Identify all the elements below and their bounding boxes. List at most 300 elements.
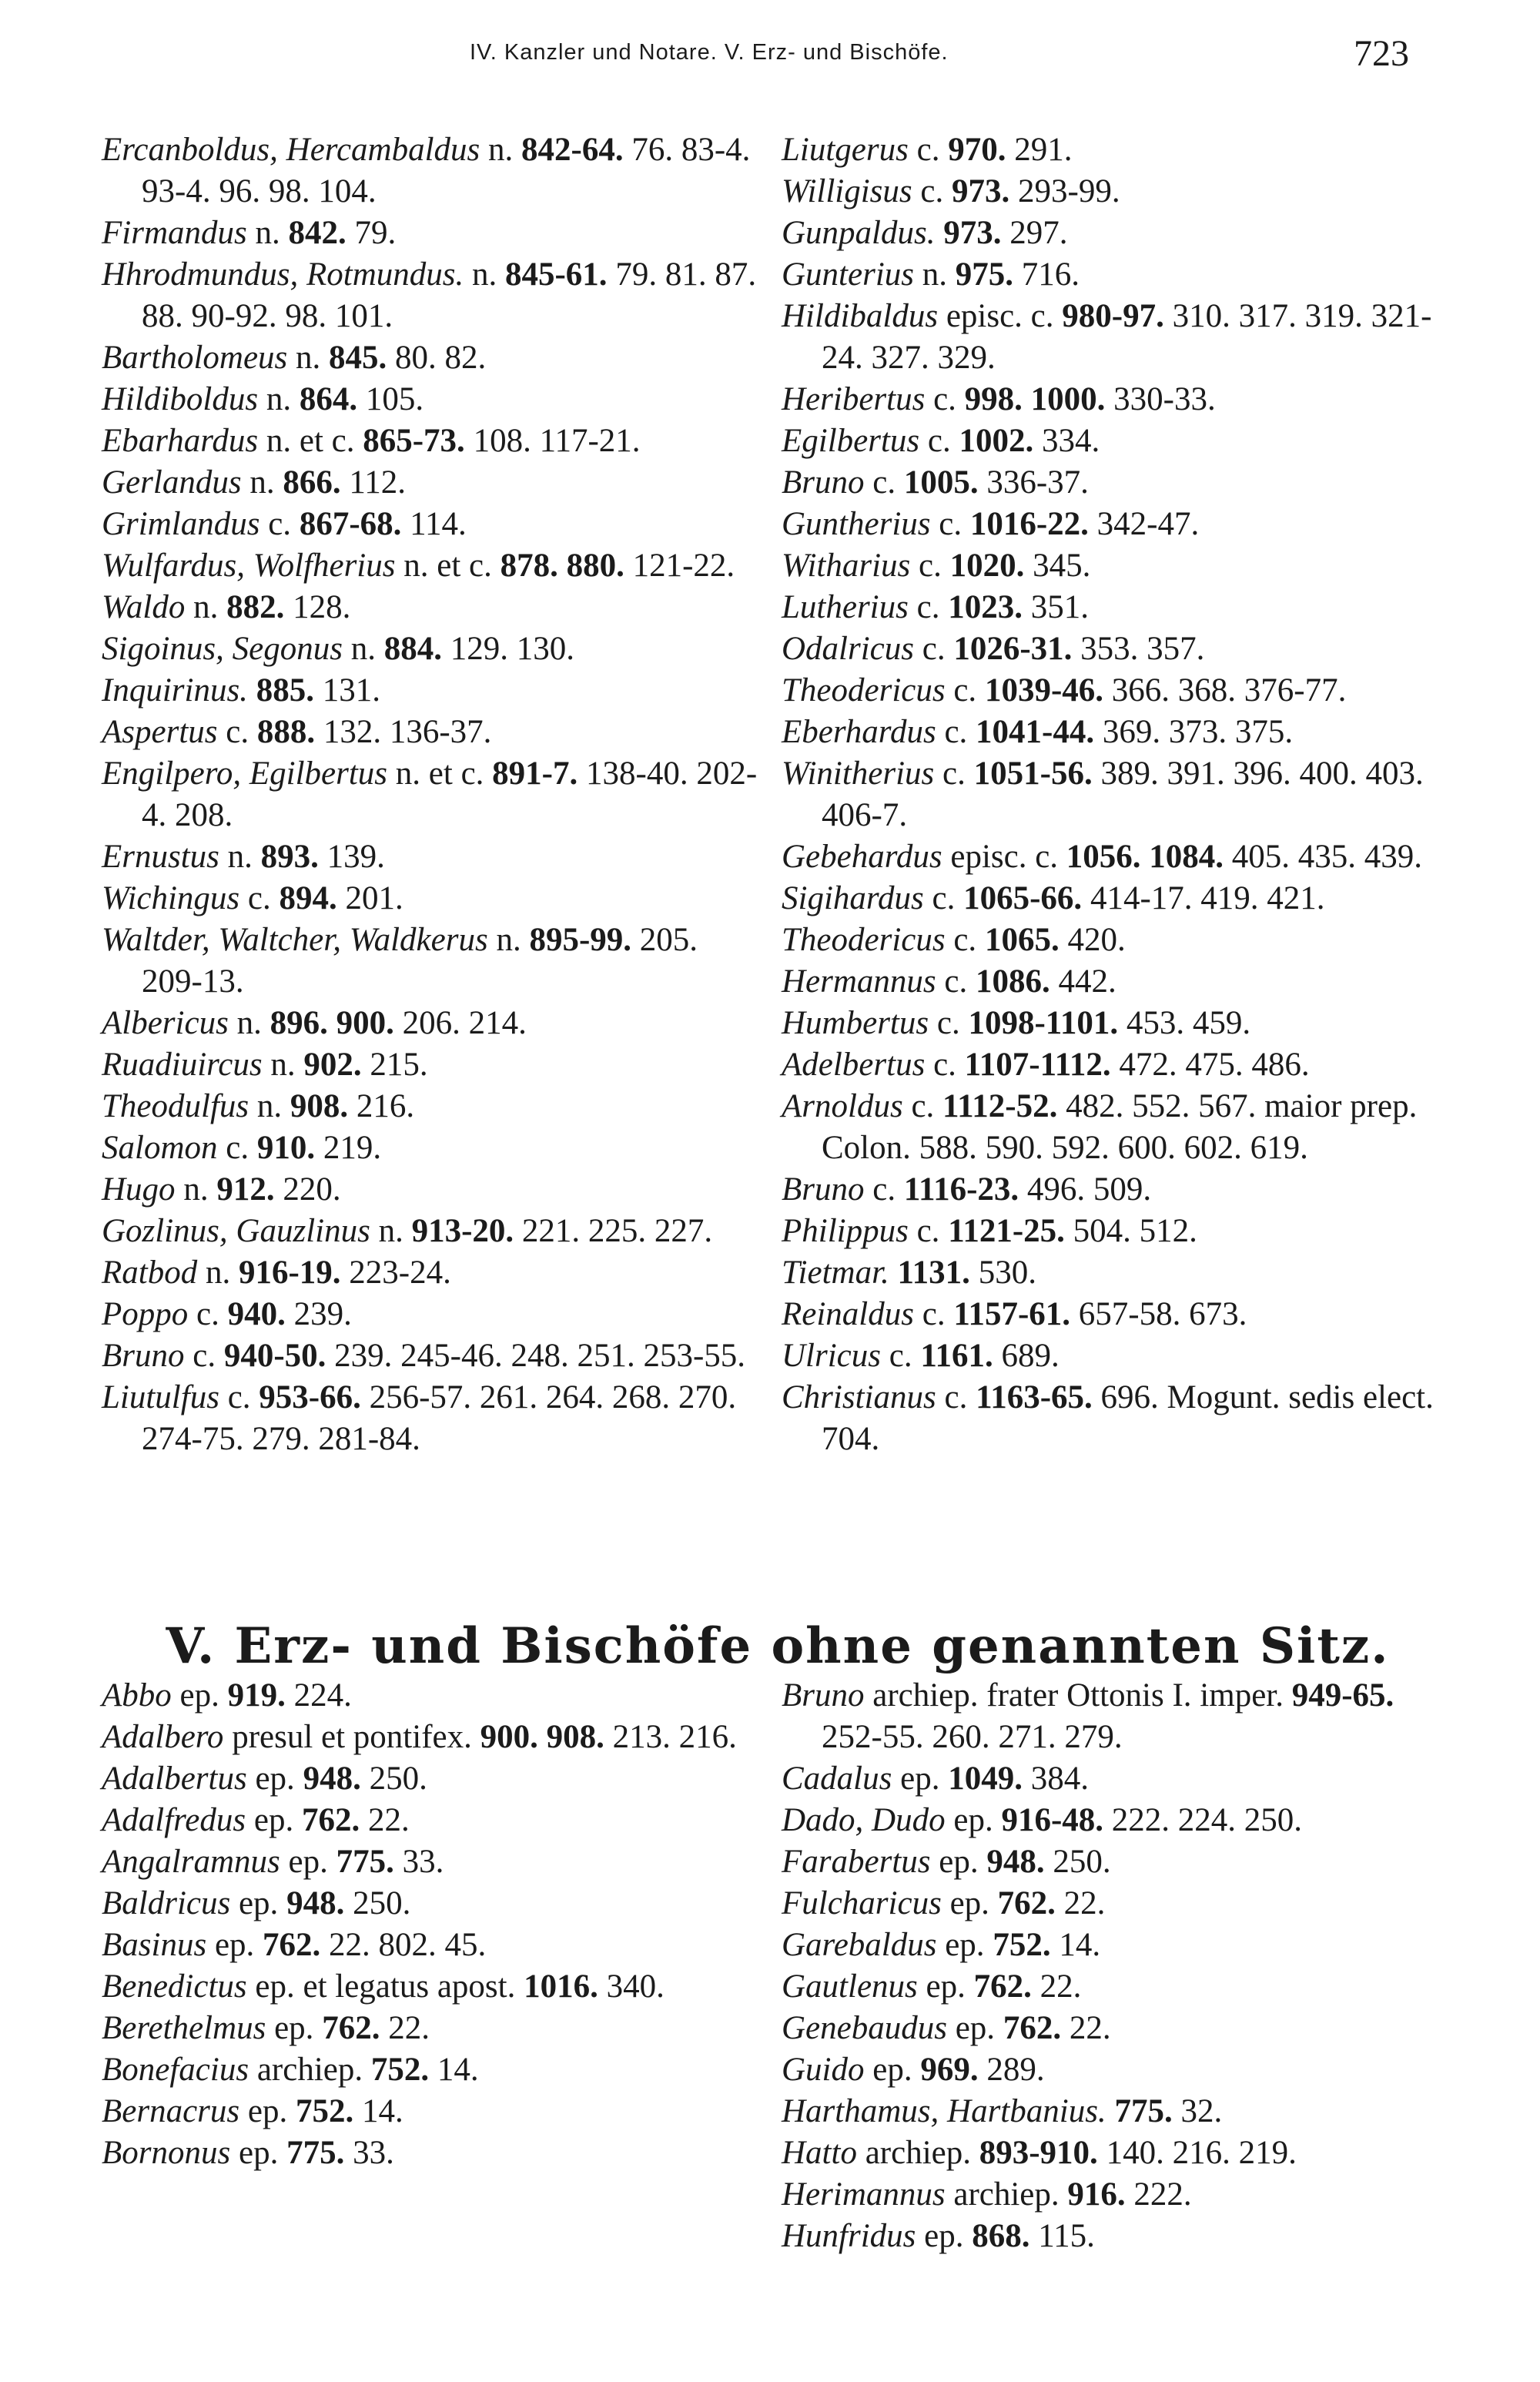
entry-name: Guntherius [782,506,931,542]
entry-name: Liutgerus [782,132,909,168]
entry-references: 696. Mogunt. sedis elect. 704. [822,1379,1434,1457]
index-entry [102,628,764,670]
entry-name: Tietmar. [782,1255,889,1291]
entry-references: 205. 209-13. [142,922,698,1000]
entry-references: 351. [1030,589,1089,625]
entry-name: Dado, Dudo [782,1802,946,1838]
entry-bold-reference: 1049. [948,1761,1023,1797]
entry-name: Ercanboldus, Hercambaldus [102,132,480,168]
entry-bold-reference: 910. [256,1130,316,1166]
index-entry [782,2049,1459,2091]
entry-name: Aspertus [102,714,218,750]
entry-bold-reference: 1016. [524,1968,598,2005]
entry-bold-reference: 762. [997,1885,1056,1921]
entry-name: Theodulfus [102,1088,249,1124]
index-entry [782,961,1459,1003]
entry-bold-reference: 894. [279,880,337,916]
index-entry [102,1925,764,1966]
entry-name: Wichingus [102,880,240,916]
entry-abbreviation: n. [255,215,280,251]
entry-name: Hunfridus [782,2218,916,2254]
entry-abbreviation: c. [227,1379,251,1415]
entry-references: 33. [402,1844,444,1880]
entry-bold-reference: 775. [336,1844,394,1880]
entry-bold-reference: 1005. [903,464,979,501]
entry-references: 256-57. 261. 264. 268. 270. 274-75. 279. 281-84. [142,1379,737,1457]
entry-abbreviation: ep. [238,2135,279,2171]
entry-bold-reference: 916-48. [1001,1802,1104,1838]
index-column-top-left [102,129,764,1460]
entry-name: Ernustus [102,839,219,875]
entry-name: Sigihardus [782,880,924,916]
entry-references: 215. [370,1047,428,1083]
entry-bold-reference: 867-68. [299,506,402,542]
index-entry [102,1294,764,1335]
entry-abbreviation: c. [942,755,966,792]
entry-bold-reference: 998. 1000. [964,381,1106,417]
entry-name: Hildibaldus [782,298,939,334]
entry-abbreviation: c. [872,1171,896,1208]
index-entry [782,462,1459,504]
entry-bold-reference: 845. [329,340,387,376]
entry-references: 336-37. [986,464,1089,501]
entry-name: Bernacrus [102,2093,240,2129]
entry-abbreviation: n. [296,340,321,376]
index-entry [102,1211,764,1252]
entry-abbreviation: ep. [238,1885,279,1921]
entry-abbreviation: n. [378,1213,403,1249]
entry-bold-reference: 775. [1114,2093,1173,2129]
index-entry [102,1841,764,1883]
entry-bold-reference: 888. [256,714,316,750]
entry-bold-reference: 948. [286,1885,345,1921]
index-entry [782,878,1459,920]
page-number: 723 [1354,33,1409,74]
page-header [0,32,1540,79]
entry-abbreviation: n. [236,1005,262,1041]
entry-abbreviation: ep. [926,1968,966,2005]
index-entry [782,712,1459,753]
index-column-bottom-left [102,1675,764,2174]
entry-references: 219. [323,1130,382,1166]
index-entry [782,379,1459,420]
entry-abbreviation: ep. [939,1844,979,1880]
entry-bold-reference: 1051-56. [973,755,1093,792]
entry-abbreviation: n. [270,1047,296,1083]
index-entry [102,1758,764,1800]
entry-name: Firmandus [102,215,247,251]
entry-name: Adalbero [102,1719,224,1755]
entry-abbreviation: n. [227,839,253,875]
entry-bold-reference: 1121-25. [948,1213,1065,1249]
entry-name: Willigisus [782,173,912,209]
entry-references: 14. [1059,1927,1101,1963]
index-entry [102,379,764,420]
entry-name: Hugo [102,1171,176,1208]
entry-references: 369. 373. 375. [1102,714,1294,750]
index-column-bottom-right [782,1675,1459,2257]
index-entry [102,2132,764,2174]
entry-references: 139. [326,839,385,875]
section-heading: V. Erz- und Bischöfe ohne genannten Sitz. [166,1617,1390,1675]
entry-abbreviation: n. [205,1255,231,1291]
entry-name: Reinaldus [782,1296,914,1332]
entry-name: Winitherius [782,755,935,792]
entry-name: Adalfredus [102,1802,246,1838]
index-entry [102,337,764,379]
entry-name: Egilbertus [782,423,920,459]
index-entry [102,504,764,545]
entry-references: 293-99. [1018,173,1120,209]
entry-bold-reference: 1107-1112. [964,1047,1111,1083]
entry-bold-reference: 1065-66. [963,880,1083,916]
entry-bold-reference: 884. [383,631,442,667]
entry-bold-reference: 762. [301,1802,360,1838]
entry-bold-reference: 1163-65. [976,1379,1093,1415]
entry-bold-reference: 973. [952,173,1010,209]
entry-name: Waldo [102,589,186,625]
entry-references: 420. [1067,922,1126,958]
entry-bold-reference: 845-61. [504,256,608,293]
entry-abbreviation: n. [266,381,292,417]
index-entry [102,420,764,462]
entry-references: 389. 391. 396. 400. 403. 406-7. [822,755,1424,833]
index-entry [782,2091,1459,2132]
entry-references: 22. 802. 45. [329,1927,487,1963]
index-entry [782,296,1459,379]
entry-abbreviation: n. [496,922,521,958]
entry-bold-reference: 842. [288,215,346,251]
index-entry [782,2008,1459,2049]
entry-bold-reference: 973. [943,215,1002,251]
entry-references: 222. 224. 250. [1111,1802,1303,1838]
entry-abbreviation: ep. [288,1844,328,1880]
index-entry [102,1086,764,1127]
index-entry [782,213,1459,254]
entry-name: Herimannus [782,2176,946,2213]
entry-bold-reference: 868. [972,2218,1030,2254]
entry-name: Adelbertus [782,1047,926,1083]
entry-bold-reference: 1112-52. [942,1088,1058,1124]
entry-name: Bartholomeus [102,340,288,376]
index-entry [782,1883,1459,1925]
entry-abbreviation: ep. [945,1927,985,1963]
entry-abbreviation: archiep. [953,2176,1060,2213]
index-entry [782,1211,1459,1252]
entry-name: Gunterius [782,256,914,293]
entry-bold-reference: 1056. 1084. [1066,839,1224,875]
entry-abbreviation: c. [919,548,942,584]
entry-references: 530. [978,1255,1036,1291]
entry-bold-reference: 1131. [897,1255,970,1291]
index-entry [102,1169,764,1211]
entry-name: Harthamus, Hartbanius. [782,2093,1106,2129]
entry-bold-reference: 885. [256,672,314,709]
entry-references: 22. [1040,1968,1082,2005]
entry-references: 496. 509. [1026,1171,1152,1208]
entry-name: Hatto [782,2135,857,2171]
entry-name: Bornonus [102,2135,231,2171]
entry-name: Theodericus [782,922,946,958]
entry-name: Gozlinus, Gauzlinus [102,1213,370,1249]
entry-references: 239. 245-46. 248. 251. 253-55. [334,1338,746,1374]
entry-abbreviation: ep. [255,1761,295,1797]
entry-abbreviation: c. [932,880,956,916]
entry-bold-reference: 1157-61. [953,1296,1071,1332]
entry-bold-reference: 891-7. [492,755,578,792]
entry-abbreviation: ep. [179,1677,219,1714]
entry-references: 33. [353,2135,394,2171]
entry-references: 250. [1053,1844,1111,1880]
index-column-top-right [782,129,1459,1460]
entry-name: Gautlenus [782,1968,918,2005]
index-entry [782,753,1459,836]
index-entry [782,1675,1459,1758]
index-entry [102,462,764,504]
entry-bold-reference: 916. [1067,2176,1126,2213]
entry-abbreviation: ep. [955,2010,996,2046]
entry-bold-reference: 865-73. [363,423,465,459]
index-entry [782,2216,1459,2257]
index-entry [102,753,764,836]
entry-bold-reference: 896. 900. [270,1005,394,1041]
index-entry [782,504,1459,545]
entry-abbreviation: c. [944,963,968,1000]
entry-references: 250. [353,1885,411,1921]
index-entry [782,254,1459,296]
index-entry [782,1335,1459,1377]
entry-name: Bruno [782,1677,865,1714]
entry-abbreviation: episc. c. [950,839,1059,875]
entry-references: 384. [1030,1761,1089,1797]
entry-references: 32. [1180,2093,1223,2129]
entry-bold-reference: 1039-46. [984,672,1104,709]
entry-name: Abbo [102,1677,172,1714]
entry-references: 80. 82. [395,340,487,376]
index-entry [102,587,764,628]
entry-bold-reference: 940. [227,1296,286,1332]
entry-abbreviation: ep. [214,1927,255,1963]
index-entry [102,2049,764,2091]
index-entry [782,1044,1459,1086]
index-entry [102,129,764,213]
entry-name: Berethelmus [102,2010,266,2046]
entry-bold-reference: 953-66. [259,1379,361,1415]
entry-name: Genebaudus [782,2010,947,2046]
entry-abbreviation: n. [256,1088,283,1124]
entry-name: Bonefacius [102,2052,249,2088]
index-entry [102,712,764,753]
entry-abbreviation: n. et c. [266,423,355,459]
entry-references: 22. [1069,2010,1111,2046]
entry-references: 657-58. 673. [1078,1296,1247,1332]
index-entry [782,1800,1459,1841]
entry-bold-reference: 908. [290,1088,349,1124]
entry-abbreviation: ep. [900,1761,940,1797]
index-entry [102,670,764,712]
entry-name: Ebarhardus [102,423,259,459]
entry-bold-reference: 916-19. [238,1255,341,1291]
running-head: IV. Kanzler und Notare. V. Erz- und Bischöfe. [470,40,949,65]
entry-references: 105. [365,381,424,417]
entry-bold-reference: 1020. [949,548,1025,584]
entry-name: Grimlandus [102,506,260,542]
entry-references: 342-47. [1096,506,1200,542]
entry-name: Bruno [782,1171,865,1208]
entry-name: Garebaldus [782,1927,937,1963]
entry-name: Philippus [782,1213,909,1249]
index-entry [782,2174,1459,2216]
entry-bold-reference: 762. [973,1968,1032,2005]
index-entry [782,1169,1459,1211]
index-entry [782,1966,1459,2008]
entry-bold-reference: 893-910. [979,2135,1098,2171]
entry-references: 206. 214. [402,1005,527,1041]
entry-name: Baldricus [102,1885,231,1921]
entry-name: Adalbertus [102,1761,247,1797]
entry-references: 112. [349,464,406,501]
entry-references: 291. [1014,132,1073,168]
entry-bold-reference: 900. 908. [480,1719,604,1755]
index-entry [782,920,1459,961]
entry-abbreviation: archiep. frater Ottonis I. imper. [872,1677,1284,1714]
entry-bold-reference: 1002. [959,423,1034,459]
index-entry [102,920,764,1003]
entry-references: 138-40. 202-4. 208. [142,755,758,833]
index-entry [782,420,1459,462]
entry-bold-reference: 752. [370,2052,430,2088]
entry-name: Benedictus [102,1968,247,2005]
index-entry [102,1252,764,1294]
entry-references: 289. [986,2052,1045,2088]
index-entry [102,2008,764,2049]
entry-references: 79. [354,215,397,251]
index-entry [102,545,764,587]
entry-bold-reference: 1086. [976,963,1050,1000]
index-entry [102,1044,764,1086]
entry-name: Ulricus [782,1338,881,1374]
entry-abbreviation: ep. [949,1885,989,1921]
entry-references: 405. 435. 439. [1231,839,1423,875]
entry-references: 14. [361,2093,403,2129]
index-entry [782,1086,1459,1169]
entry-abbreviation: c. [922,631,946,667]
entry-abbreviation: c. [226,714,249,750]
entry-bold-reference: 949-65. [1291,1677,1394,1714]
entry-bold-reference: 970. [948,132,1006,168]
entry-name: Hhrodmundus, Rotmundus. [102,256,464,293]
entry-abbreviation: c. [247,880,271,916]
entry-references: 334. [1042,423,1100,459]
entry-name: Lutherius [782,589,909,625]
entry-references: 504. 512. [1073,1213,1197,1249]
entry-references: 76. 83-4. 93-4. 96. 98. 104. [142,132,751,209]
entry-abbreviation: c. [916,1213,940,1249]
entry-references: 716. [1021,256,1080,293]
entry-bold-reference: 1116-23. [903,1171,1019,1208]
entry-name: Odalricus [782,631,914,667]
entry-bold-reference: 878. 880. [500,548,624,584]
entry-references: 689. [1001,1338,1060,1374]
entry-name: Witharius [782,548,911,584]
entry-abbreviation: c. [944,1379,968,1415]
entry-abbreviation: c. [911,1088,935,1124]
entry-name: Bruno [102,1338,185,1374]
entry-bold-reference: 1161. [920,1338,993,1374]
entry-name: Angalramnus [102,1844,280,1880]
index-entry [782,628,1459,670]
entry-references: 297. [1009,215,1068,251]
index-entry [782,1252,1459,1294]
entry-bold-reference: 1016-22. [969,506,1089,542]
entry-references: 128. [293,589,351,625]
entry-name: Basinus [102,1927,207,1963]
entry-bold-reference: 919. [227,1677,286,1714]
index-entry [782,171,1459,213]
entry-name: Sigoinus, Segonus [102,631,343,667]
entry-references: 213. 216. [612,1719,737,1755]
entry-abbreviation: c. [939,506,962,542]
entry-references: 140. 216. 219. [1106,2135,1297,2171]
entry-references: 340. [606,1968,665,2005]
entry-bold-reference: 893. [260,839,319,875]
index-entry [102,2091,764,2132]
index-entry [102,1883,764,1925]
entry-abbreviation: n. [350,631,376,667]
entry-bold-reference: 980-97. [1062,298,1164,334]
entry-abbreviation: c. [916,132,940,168]
index-entry [782,129,1459,171]
entry-name: Heribertus [782,381,926,417]
entry-bold-reference: 1065. [984,922,1060,958]
entry-abbreviation: c. [944,714,968,750]
index-entry [102,1335,764,1377]
entry-bold-reference: 902. [303,1047,362,1083]
entry-bold-reference: 913-20. [411,1213,514,1249]
entry-name: Waltder, Waltcher, Waldkerus [102,922,488,958]
entry-references: 330-33. [1113,381,1216,417]
entry-abbreviation: c. [936,1005,960,1041]
index-entry [102,836,764,878]
index-entry [782,587,1459,628]
entry-name: Liutulfus [102,1379,219,1415]
entry-bold-reference: 762. [322,2010,380,2046]
index-entry [782,670,1459,712]
index-entry [102,254,764,337]
entry-bold-reference: 775. [286,2135,345,2171]
entry-abbreviation: n. [922,256,947,293]
entry-abbreviation: n. [193,589,219,625]
index-entry [102,1127,764,1169]
index-entry [782,1925,1459,1966]
entry-name: Hermannus [782,963,936,1000]
entry-abbreviation: c. [953,922,977,958]
entry-references: 224. [293,1677,352,1714]
index-entry [102,1717,764,1758]
entry-bold-reference: 969. [920,2052,979,2088]
index-entry [782,836,1459,878]
entry-name: Salomon [102,1130,218,1166]
entry-references: 310. 317. 319. 321-24. 327. 329. [822,298,1432,376]
entry-abbreviation: episc. c. [946,298,1054,334]
entry-bold-reference: 842-64. [521,132,624,168]
index-entry [102,1966,764,2008]
entry-references: 442. [1058,963,1116,1000]
entry-name: Wulfardus, Wolfherius [102,548,396,584]
index-entry [782,1758,1459,1800]
entry-references: 115. [1038,2218,1095,2254]
entry-abbreviation: n. et c. [403,548,492,584]
